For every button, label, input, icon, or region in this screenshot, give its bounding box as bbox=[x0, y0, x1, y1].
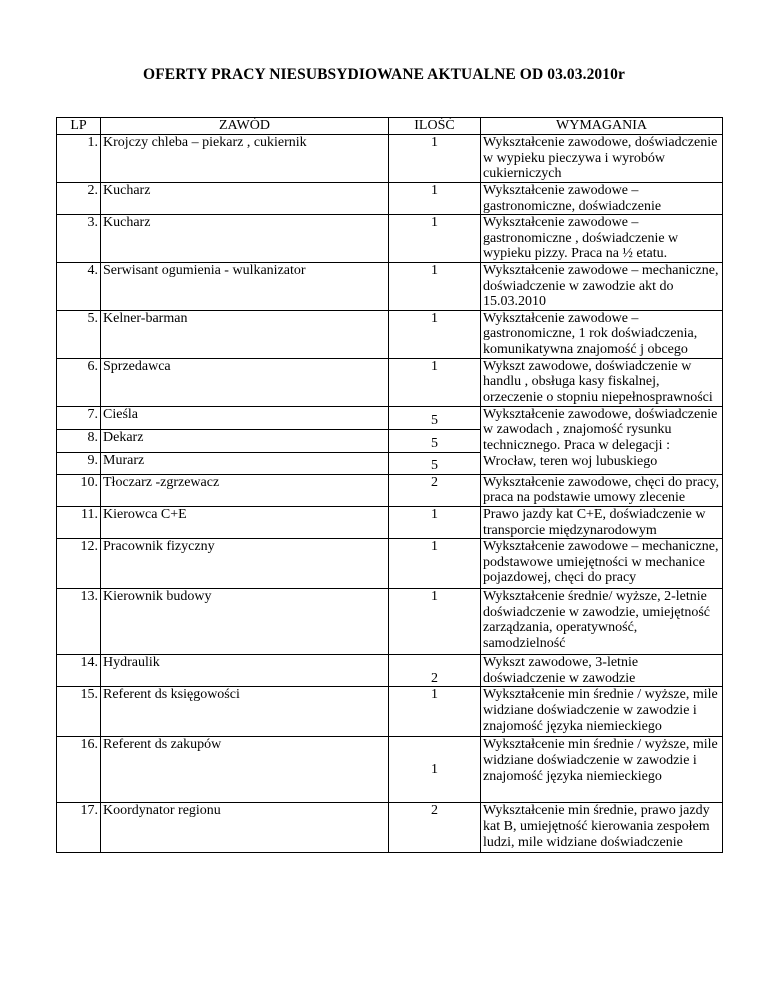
row-lp: 3. bbox=[57, 215, 101, 263]
page-title: OFERTY PRACY NIESUBSYDIOWANE AKTUALNE OD 03.03.2010r bbox=[143, 66, 625, 83]
row-wymagania: Wykszt zawodowe, doświadczenie w handlu , obsługa kasy fiskalnej, orzeczenie o stopniu niepełnosprawności bbox=[481, 358, 723, 406]
row-lp: 10. bbox=[57, 474, 101, 506]
row-lp: 13. bbox=[57, 589, 101, 655]
row-lp: 16. bbox=[57, 737, 101, 803]
header-wymagania: WYMAGANIA bbox=[481, 118, 723, 135]
table-row bbox=[57, 655, 723, 687]
row-wymagania: Wykształcenie zawodowe – gastronomiczne , doświadczenie w wypieku pizzy. Praca na ½ etatu. bbox=[481, 215, 723, 263]
row-zawod: Cieśla bbox=[101, 406, 389, 429]
table-row bbox=[57, 539, 723, 589]
row-ilosc: 1 bbox=[389, 687, 481, 737]
row-wymagania: Wykszt zawodowe, 3-letnie doświadczenie w zawodzie bbox=[481, 655, 723, 687]
table-row bbox=[57, 135, 723, 183]
row-wymagania: Prawo jazdy kat C+E, doświadczenie w transporcie międzynarodowym bbox=[481, 506, 723, 538]
header-zawod: ZAWÓD bbox=[101, 118, 389, 135]
row-wymagania: Wykształcenie zawodowe – gastronomiczne, doświadczenie bbox=[481, 183, 723, 215]
row-zawod: Kierownik budowy bbox=[101, 589, 389, 655]
row-zawod: Referent ds zakupów bbox=[101, 737, 389, 803]
row-lp: 17. bbox=[57, 803, 101, 853]
row-zawod: Kierowca C+E bbox=[101, 506, 389, 538]
table-row bbox=[57, 310, 723, 358]
row-ilosc: 1 bbox=[389, 589, 481, 655]
row-ilosc: 2 bbox=[389, 655, 481, 687]
job-offers-table bbox=[56, 117, 723, 853]
row-ilosc: 1 bbox=[389, 215, 481, 263]
row-lp: 2. bbox=[57, 183, 101, 215]
row-zawod: Hydraulik bbox=[101, 655, 389, 687]
row-ilosc: 5 bbox=[389, 406, 481, 429]
row-wymagania: Wykształcenie min średnie, prawo jazdy kat B, umiejętność kierowania zespołem ludzi, mile widziane doświadczenie bbox=[481, 803, 723, 853]
row-ilosc: 1 bbox=[389, 358, 481, 406]
row-lp: 4. bbox=[57, 262, 101, 310]
row-ilosc: 5 bbox=[389, 429, 481, 452]
table-row bbox=[57, 215, 723, 263]
row-lp: 1. bbox=[57, 135, 101, 183]
table-row bbox=[57, 506, 723, 538]
row-zawod: Krojczy chleba – piekarz , cukiernik bbox=[101, 135, 389, 183]
row-zawod: Kelner-barman bbox=[101, 310, 389, 358]
row-zawod: Sprzedawca bbox=[101, 358, 389, 406]
table-row bbox=[57, 358, 723, 406]
table-row bbox=[57, 262, 723, 310]
row-ilosc: 1 bbox=[389, 737, 481, 803]
row-wymagania: Wykształcenie zawodowe – mechaniczne, podstawowe umiejętności w mechanice pojazdowej, chęci do pracy bbox=[481, 539, 723, 589]
row-lp: 9. bbox=[57, 452, 101, 474]
row-lp: 11. bbox=[57, 506, 101, 538]
row-wymagania: Wykształcenie zawodowe – mechaniczne, doświadczenie w zawodzie akt do 15.03.2010 bbox=[481, 262, 723, 310]
table-row bbox=[57, 474, 723, 506]
row-wymagania: Wykształcenie zawodowe – gastronomiczne, 1 rok doświadczenia, komunikatywna znajomość j obcego bbox=[481, 310, 723, 358]
row-lp: 14. bbox=[57, 655, 101, 687]
row-wymagania: Wykształcenie zawodowe, doświadczenie w wypieku pieczywa i wyrobów cukierniczych bbox=[481, 135, 723, 183]
row-zawod: Koordynator regionu bbox=[101, 803, 389, 853]
row-ilosc: 1 bbox=[389, 262, 481, 310]
table-row bbox=[57, 687, 723, 737]
row-zawod: Serwisant ogumienia - wulkanizator bbox=[101, 262, 389, 310]
row-wymagania: Wykształcenie średnie/ wyższe, 2-letnie doświadczenie w zawodzie, umiejętność zarządzania, operatywność, samodzielność bbox=[481, 589, 723, 655]
row-ilosc: 5 bbox=[389, 452, 481, 474]
row-wymagania: Wykształcenie min średnie / wyższe, mile widziane doświadczenie w zawodzie i znajomość języka niemieckiego bbox=[481, 737, 723, 803]
row-ilosc: 2 bbox=[389, 803, 481, 853]
row-zawod: Referent ds księgowości bbox=[101, 687, 389, 737]
row-lp: 15. bbox=[57, 687, 101, 737]
table-row bbox=[57, 183, 723, 215]
table-row bbox=[57, 803, 723, 853]
row-zawod: Pracownik fizyczny bbox=[101, 539, 389, 589]
row-ilosc: 2 bbox=[389, 474, 481, 506]
row-wymagania: Wykształcenie min średnie / wyższe, mile widziane doświadczenie w zawodzie i znajomość języka niemieckiego bbox=[481, 687, 723, 737]
row-ilosc: 1 bbox=[389, 135, 481, 183]
header-ilosc: ILOŚĆ bbox=[389, 118, 481, 135]
row-zawod: Kucharz bbox=[101, 183, 389, 215]
row-lp: 12. bbox=[57, 539, 101, 589]
row-ilosc: 1 bbox=[389, 539, 481, 589]
row-zawod: Tłoczarz -zgrzewacz bbox=[101, 474, 389, 506]
row-ilosc: 1 bbox=[389, 183, 481, 215]
row-wymagania: Wykształcenie zawodowe, chęci do pracy, praca na podstawie umowy zlecenie bbox=[481, 474, 723, 506]
table-row bbox=[57, 406, 723, 429]
row-lp: 7. bbox=[57, 406, 101, 429]
row-ilosc: 1 bbox=[389, 506, 481, 538]
row-wymagania: Wykształcenie zawodowe, doświadczenie w zawodach , znajomość rysunku technicznego. Praca w delegacji : Wrocław, teren woj lubuskiego bbox=[481, 406, 723, 474]
row-zawod: Murarz bbox=[101, 452, 389, 474]
table-row bbox=[57, 737, 723, 803]
header-lp: LP bbox=[57, 118, 101, 135]
table-row bbox=[57, 589, 723, 655]
row-lp: 6. bbox=[57, 358, 101, 406]
row-lp: 8. bbox=[57, 429, 101, 452]
row-lp: 5. bbox=[57, 310, 101, 358]
row-zawod: Dekarz bbox=[101, 429, 389, 452]
row-ilosc: 1 bbox=[389, 310, 481, 358]
row-zawod: Kucharz bbox=[101, 215, 389, 263]
header-row bbox=[57, 118, 723, 135]
